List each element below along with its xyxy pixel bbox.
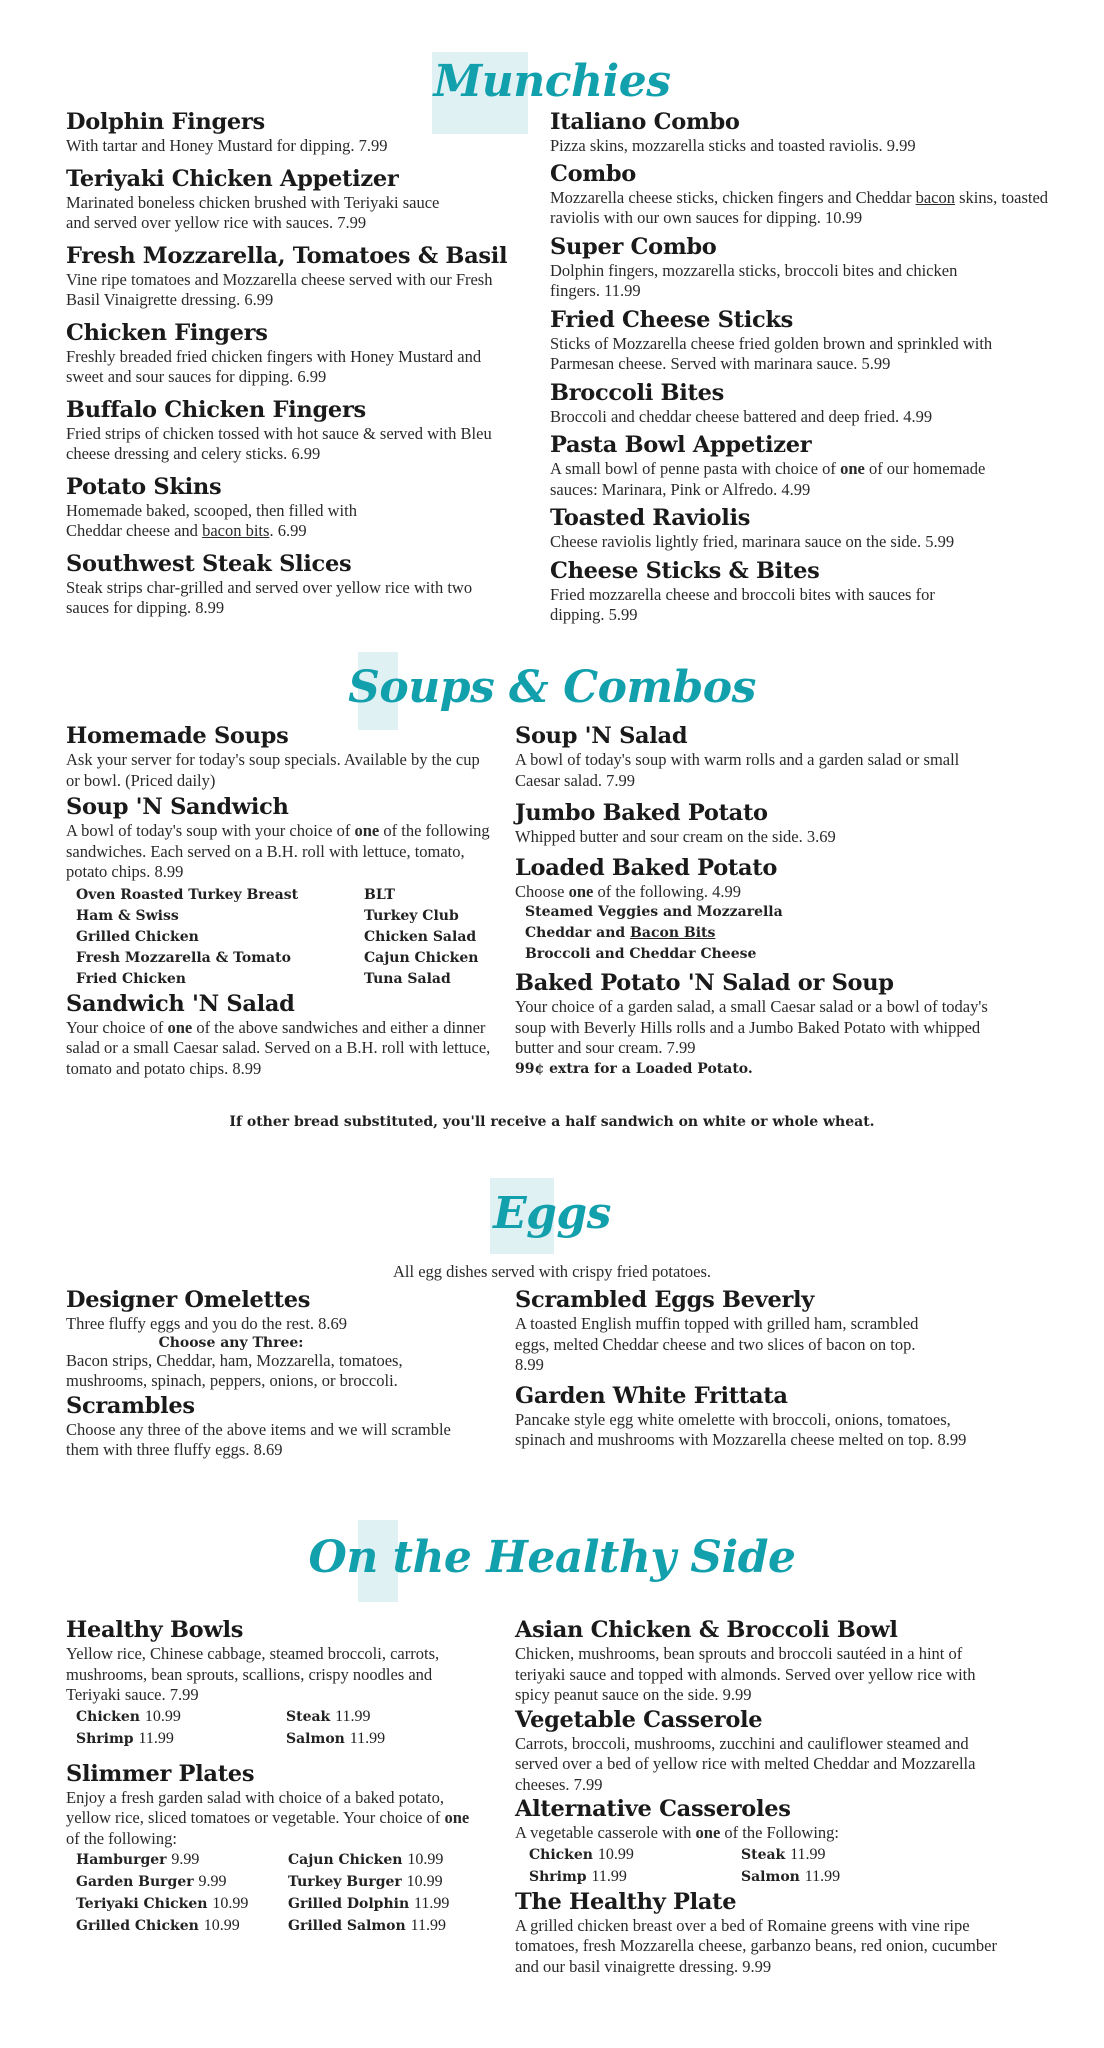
desc-text: Your choice of	[66, 1017, 168, 1037]
plate-option	[76, 1893, 288, 1915]
eggs-left-column	[66, 1286, 486, 1461]
menu-item	[515, 1888, 1010, 1978]
option-name: Teriyaki Chicken	[76, 1896, 208, 1912]
item-description: A toasted English muffin topped with grilled ham, scrambled eggs, melted Cheddar cheese and two slices of bacon on top. 8.99	[515, 1314, 919, 1374]
item-name: Fried Cheese Sticks	[550, 306, 794, 333]
desc-text: A bowl of today's soup with your choice of	[66, 821, 355, 840]
option-underlined: Bacon Bits	[630, 925, 716, 941]
desc-text: Mozzarella cheese sticks, chicken fingers and Cheddar	[550, 187, 916, 207]
section-title: Munchies	[433, 56, 671, 107]
item-name: Baked Potato 'N Salad or Soup	[515, 970, 894, 996]
option-price: 11.99	[804, 1867, 841, 1885]
item-description: A grilled chicken breast over a bed of Romaine greens with vine ripe tomatoes, fresh Mozzarella cheese, garbanzo beans, red onion, cucumber and our basil vinaigrette dressing. 9.99	[515, 1915, 997, 1976]
desc-text: of the following:	[66, 1828, 177, 1848]
menu-item	[515, 1286, 995, 1376]
desc-text: of the Following:	[720, 1823, 839, 1842]
item-name: Slimmer Plates	[66, 1760, 255, 1787]
potato-option: Steamed Veggies and Mozzarella	[525, 904, 783, 920]
menu-item	[66, 722, 506, 791]
item-name: The Healthy Plate	[515, 1888, 737, 1915]
menu-item	[66, 108, 506, 157]
casserole-option	[529, 1866, 741, 1888]
menu-item	[66, 165, 506, 234]
soups-right-column	[515, 722, 1005, 1080]
item-name: Fresh Mozzarella, Tomatoes & Basil	[66, 242, 508, 269]
item-name: Toasted Raviolis	[550, 505, 751, 531]
item-name: Scrambles	[66, 1392, 195, 1419]
sandwich-option: Grilled Chicken	[76, 928, 199, 945]
menu-item	[66, 793, 506, 990]
sandwich-option: Chicken Salad	[364, 928, 477, 945]
sandwich-options	[76, 885, 506, 990]
bowl-option	[286, 1706, 486, 1728]
sandwich-option: Turkey Club	[364, 907, 459, 924]
item-description: Your choice of a garden salad, a small Caesar salad or a bowl of today's soup with Beverly Hills rolls and a Jumbo Baked Potato with whipped butter and sour cream. 7.99	[515, 997, 988, 1057]
option-price: 10.99	[597, 1845, 634, 1863]
item-description: Freshly breaded fried chicken fingers with Honey Mustard and sweet and sour sauces for dipping. 6.99	[66, 346, 482, 386]
item-name: Pasta Bowl Appetizer	[550, 432, 812, 458]
menu-item	[550, 431, 1050, 500]
item-name: Jumbo Baked Potato	[515, 800, 768, 826]
menu-item	[550, 306, 1050, 375]
item-name: Designer Omelettes	[66, 1287, 311, 1313]
eggs-intro: All egg dishes served with crispy fried potatoes.	[392, 1262, 711, 1281]
plate-option	[76, 1871, 288, 1893]
item-name: Soup 'N Salad	[515, 723, 688, 749]
option-name: Shrimp	[529, 1868, 587, 1885]
munchies-left-column	[66, 108, 506, 619]
option-name: Shrimp	[76, 1730, 134, 1747]
munchies-right-column	[550, 108, 1050, 626]
item-description: Three fluffy eggs and you do the rest. 8.69	[66, 1314, 348, 1333]
item-name: Homemade Soups	[66, 723, 289, 749]
menu-item	[550, 504, 1050, 553]
menu-item	[515, 1382, 995, 1451]
item-description: A bowl of today's soup with warm rolls and a garden salad or small Caesar salad. 7.99	[515, 750, 960, 790]
menu-item	[66, 319, 506, 388]
item-name: Sandwich 'N Salad	[66, 990, 295, 1017]
menu-item	[515, 854, 1005, 966]
menu-item	[66, 242, 506, 311]
option-name: Steak	[741, 1846, 786, 1863]
item-name: Italiano Combo	[550, 109, 740, 135]
option-name: Turkey Burger	[288, 1874, 402, 1890]
option-price: 10.99	[212, 1895, 249, 1912]
menu-item	[550, 233, 1050, 302]
sandwich-option: Oven Roasted Turkey Breast	[76, 886, 299, 903]
potato-option: Broccoli and Cheddar Cheese	[525, 946, 757, 962]
option-price: 11.99	[138, 1729, 174, 1747]
desc-text: Enjoy a fresh garden salad with choice of a baked potato, yellow rice, sliced tomatoes or vegetable. Your choice of	[66, 1787, 445, 1827]
desc-text: skins, toasted raviolis with our own sauces for dipping. 10.99	[550, 187, 1049, 227]
menu-item	[66, 1760, 506, 1938]
soups-left-column	[66, 722, 506, 1079]
item-description: Pancake style egg white omelette with broccoli, onions, tomatoes, spinach and mushrooms with Mozzarella cheese melted on top. 8.99	[515, 1409, 967, 1449]
item-description	[66, 1018, 506, 1080]
menu-item	[550, 160, 1050, 229]
item-description: Marinated boneless chicken brushed with Teriyaki sauce and served over yellow rice with sauces. 7.99	[66, 192, 440, 232]
sandwich-option: Tuna Salad	[364, 970, 451, 987]
eggs-right-column	[515, 1286, 995, 1451]
item-description: Cheese raviolis lightly fried, marinara sauce on the side. 5.99	[550, 532, 955, 551]
desc-text: A small bowl of penne pasta with choice of	[550, 459, 841, 478]
item-description: Ask your server for today's soup specials. Available by the cup or bowl. (Priced daily)	[66, 750, 480, 790]
item-description: Yellow rice, Chinese cabbage, steamed broccoli, carrots, mushrooms, bean sprouts, scallions, crispy noodles and Teriyaki sauce. 7.99	[66, 1644, 440, 1704]
menu-item	[515, 1706, 1010, 1796]
item-description: Sticks of Mozzarella cheese fried golden brown and sprinkled with Parmesan cheese. Served with marinara sauce. 5.99	[550, 333, 993, 373]
menu-item	[550, 379, 1050, 428]
menu-item	[515, 722, 1005, 791]
plate-option	[288, 1893, 508, 1915]
item-name: Loaded Baked Potato	[515, 854, 778, 881]
sandwich-option: Cajun Chicken	[364, 949, 479, 966]
potato-options	[525, 902, 1005, 965]
item-name: Super Combo	[550, 233, 717, 260]
option-price: 11.99	[349, 1729, 386, 1747]
option-price: 10.99	[406, 1873, 443, 1890]
item-description: Chicken, mushrooms, bean sprouts and broccoli sautéed in a hint of teriyaki sauce and topped with almonds. Served over yellow rice with spicy peanut sauce on the side. 9.99	[515, 1644, 976, 1704]
bowl-option	[76, 1706, 286, 1728]
option-name: Steak	[286, 1708, 331, 1725]
desc-bold: one	[354, 821, 380, 840]
item-name: Combo	[550, 160, 636, 187]
plate-options	[76, 1849, 506, 1937]
bowl-option	[76, 1728, 286, 1750]
sandwich-option: Fresh Mozzarella & Tomato	[76, 949, 291, 966]
option-name: Salmon	[741, 1868, 800, 1885]
section-title: Soups & Combos	[348, 662, 756, 713]
healthy-right-column	[515, 1616, 1010, 1977]
item-description: Broccoli and cheddar cheese battered and deep fried. 4.99	[550, 406, 933, 426]
plate-option	[288, 1849, 508, 1871]
item-name: Healthy Bowls	[66, 1617, 244, 1643]
desc-text: A vegetable casserole with	[515, 1823, 696, 1842]
sandwich-option: Fried Chicken	[76, 970, 186, 987]
item-name: Teriyaki Chicken Appetizer	[66, 165, 399, 192]
option-price: 11.99	[414, 1895, 450, 1912]
item-description: Whipped butter and sour cream on the side. 3.69	[515, 827, 836, 846]
option-price: 11.99	[410, 1917, 446, 1934]
menu-item	[515, 1616, 1010, 1706]
section-title: Eggs	[493, 1188, 611, 1239]
sandwich-option: BLT	[364, 886, 395, 903]
desc-text: of the following. 4.99	[593, 881, 741, 901]
item-name: Alternative Casseroles	[515, 1796, 791, 1822]
desc-bold: one	[840, 459, 865, 478]
bowl-options	[76, 1706, 506, 1750]
potato-option	[525, 923, 1005, 944]
item-description	[550, 188, 1050, 229]
menu-item	[515, 799, 1005, 848]
healthy-left-column	[66, 1616, 506, 1937]
plate-option	[288, 1915, 508, 1937]
item-description	[66, 1788, 476, 1850]
option-name: Grilled Dolphin	[288, 1896, 410, 1912]
choose-label: Choose any Three:	[158, 1334, 304, 1351]
section-title: On the Healthy Side	[308, 1532, 796, 1583]
option-text: Cheddar and	[525, 925, 631, 941]
menu-item	[550, 108, 1050, 157]
menu-item	[515, 969, 1005, 1080]
desc-underlined: bacon bits	[202, 521, 270, 540]
item-description: Vine ripe tomatoes and Mozzarella cheese served with our Fresh Basil Vinaigrette dressing. 6.99	[66, 269, 493, 309]
menu-item	[550, 557, 1050, 626]
menu-item	[66, 990, 506, 1080]
option-price: 10.99	[203, 1917, 240, 1934]
bowl-option	[286, 1728, 486, 1750]
loaded-extra: 99¢ extra for a Loaded Potato.	[515, 1060, 753, 1077]
item-name: Asian Chicken & Broccoli Bowl	[515, 1617, 898, 1643]
item-description: Pizza skins, mozzarella sticks and toasted raviolis. 9.99	[550, 136, 916, 155]
desc-bold: one	[568, 881, 594, 901]
eggs-header	[0, 1178, 1104, 1260]
item-description	[66, 501, 406, 542]
item-description: Steak strips char-grilled and served over yellow rice with two sauces for dipping. 8.99	[66, 577, 473, 617]
desc-text: Choose	[515, 881, 569, 901]
menu-item	[66, 550, 506, 619]
item-description	[515, 1823, 1010, 1844]
bread-note: If other bread substituted, you'll receive a half sandwich on white or whole wheat.	[229, 1114, 875, 1130]
option-price: 11.99	[335, 1707, 371, 1725]
menu-item	[66, 1286, 486, 1392]
desc-text: of the above sandwiches and either a dinner salad or a small Caesar salad. Served on a B.H. roll with lettuce, tomato and potato chips. 8.99	[66, 1017, 491, 1078]
item-description	[550, 459, 990, 500]
item-description: Carrots, broccoli, mushrooms, zucchini and cauliflower steamed and served over a bed of yellow rice with melted Cheddar and Mozzarella cheeses. 7.99	[515, 1733, 976, 1794]
menu-item	[66, 473, 506, 542]
option-name: Salmon	[286, 1730, 345, 1747]
plate-option	[76, 1849, 288, 1871]
casserole-options	[529, 1844, 1010, 1888]
item-options: Bacon strips, Cheddar, ham, Mozzarella, tomatoes, mushrooms, spinach, peppers, onions, or broccoli.	[66, 1350, 403, 1390]
desc-bold: one	[167, 1017, 193, 1037]
plate-option	[76, 1915, 288, 1937]
item-name: Cheese Sticks & Bites	[550, 557, 820, 584]
option-price: 11.99	[790, 1845, 826, 1863]
desc-text: Homemade baked, scooped, then filled with Cheddar cheese and	[66, 500, 357, 540]
item-name: Dolphin Fingers	[66, 109, 265, 135]
casserole-option	[529, 1844, 741, 1866]
item-name: Garden White Frittata	[515, 1382, 788, 1409]
plate-option	[288, 1871, 508, 1893]
option-name: Garden Burger	[76, 1874, 194, 1890]
casserole-option	[741, 1866, 941, 1888]
item-name: Buffalo Chicken Fingers	[66, 396, 366, 423]
option-name: Chicken	[76, 1708, 140, 1725]
option-price: 9.99	[198, 1873, 227, 1890]
desc-text: . 6.99	[269, 521, 307, 540]
option-name: Grilled Salmon	[288, 1918, 406, 1934]
item-description: With tartar and Honey Mustard for dipping. 7.99	[66, 136, 388, 155]
item-name: Potato Skins	[66, 473, 222, 500]
item-description: Fried mozzarella cheese and broccoli bites with sauces for dipping. 5.99	[550, 584, 935, 624]
item-description	[515, 882, 1005, 903]
item-name: Broccoli Bites	[550, 379, 724, 406]
desc-bold: one	[695, 1823, 721, 1842]
desc-bold: one	[444, 1808, 470, 1827]
item-description: Fried strips of chicken tossed with hot sauce & served with Bleu cheese dressing and celery sticks. 6.99	[66, 423, 492, 463]
menu-item	[66, 396, 506, 465]
option-name: Chicken	[529, 1846, 593, 1863]
sandwich-option: Ham & Swiss	[76, 907, 179, 924]
menu-item	[66, 1392, 486, 1461]
option-price: 11.99	[591, 1867, 627, 1885]
option-name: Cajun Chicken	[288, 1852, 403, 1868]
desc-text: of our homemade sauces: Marinara, Pink or Alfredo. 4.99	[550, 459, 986, 499]
item-name: Southwest Steak Slices	[66, 550, 352, 577]
item-description	[66, 821, 506, 883]
option-name: Grilled Chicken	[76, 1918, 199, 1934]
item-name: Scrambled Eggs Beverly	[515, 1287, 815, 1313]
desc-underlined: bacon	[915, 187, 956, 207]
healthy-header	[0, 1520, 1104, 1602]
item-description: Choose any three of the above items and we will scramble them with three fluffy eggs. 8.69	[66, 1419, 451, 1459]
item-name: Chicken Fingers	[66, 319, 268, 346]
option-name: Hamburger	[76, 1852, 167, 1868]
menu-item	[66, 1616, 506, 1750]
item-name: Vegetable Casserole	[515, 1706, 763, 1733]
option-price: 9.99	[171, 1851, 200, 1868]
casserole-option	[741, 1844, 941, 1866]
option-price: 10.99	[407, 1851, 444, 1868]
menu-item	[515, 1795, 1010, 1888]
desc-text: of the following sandwiches. Each served on a B.H. roll with lettuce, tomato, potato chips. 8.99	[66, 821, 490, 881]
item-name: Soup 'N Sandwich	[66, 794, 289, 820]
item-description: Dolphin fingers, mozzarella sticks, broccoli bites and chicken fingers. 11.99	[550, 260, 958, 300]
option-price: 10.99	[144, 1707, 181, 1725]
